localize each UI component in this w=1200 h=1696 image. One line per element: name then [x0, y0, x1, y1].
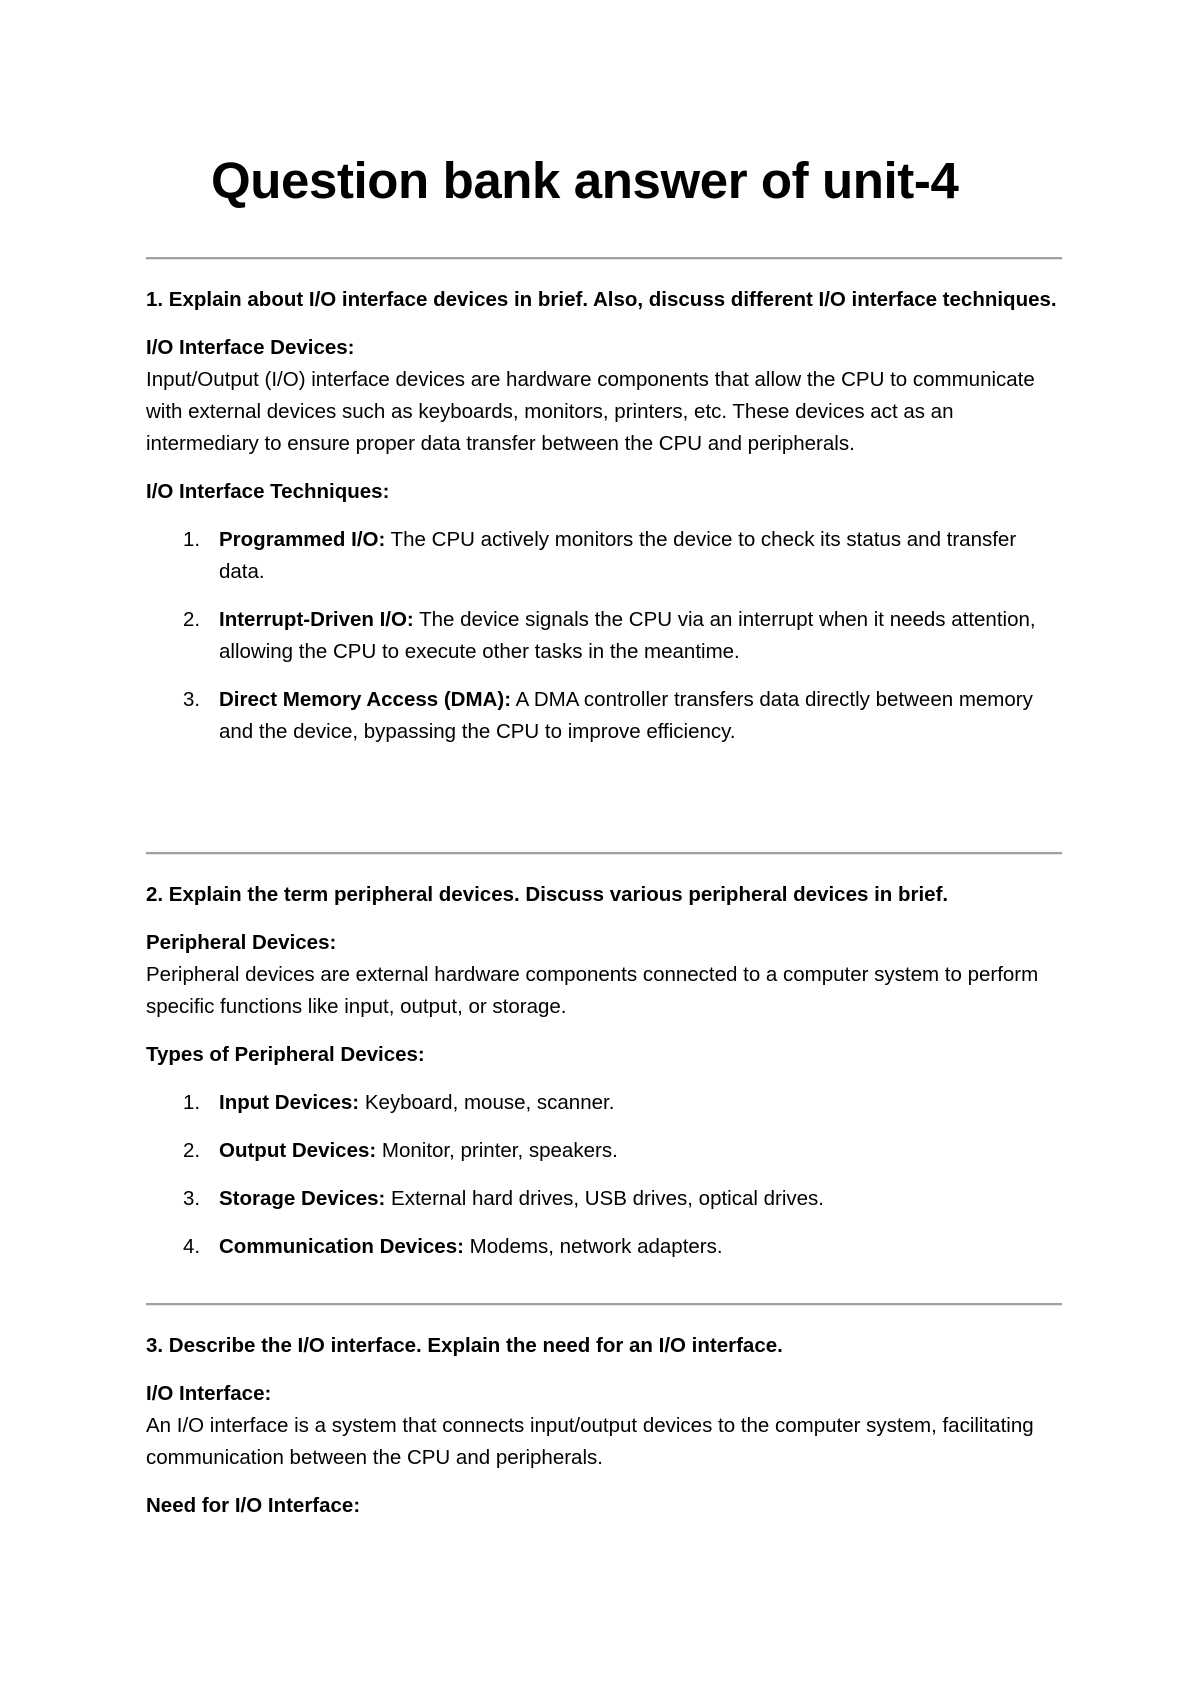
list-term: Communication Devices:	[219, 1235, 464, 1258]
numbered-list	[146, 1087, 1062, 1263]
list-term: Output Devices:	[219, 1139, 377, 1162]
horizontal-rule	[146, 1303, 1062, 1306]
list-term: Direct Memory Access (DMA):	[219, 688, 512, 711]
list-number: 1.	[183, 1091, 201, 1114]
question-section-2	[146, 879, 1062, 1279]
paragraph: An I/O interface is a system that connects input/output devices to the computer system, facilitating communication between the CPU and peripherals.	[146, 1414, 1034, 1469]
list-item	[146, 1183, 1062, 1215]
horizontal-rule	[146, 257, 1062, 260]
list-item	[146, 524, 1062, 588]
list-text: The device signals the CPU via an interrupt when it needs attention, allowing the CPU to execute other tasks in the meantime.	[219, 608, 1036, 663]
list-text: External hard drives, USB drives, optical drives.	[385, 1187, 825, 1210]
answer-block	[146, 1378, 1062, 1474]
list-heading: Types of Peripheral Devices:	[146, 1043, 425, 1066]
list-item	[146, 1231, 1062, 1263]
list-text: A DMA controller transfers data directly between memory and the device, bypassing the CPU to improve efficiency.	[219, 688, 1033, 743]
question-heading: 1. Explain about I/O interface devices in brief. Also, discuss different I/O interface techniques.	[146, 288, 1057, 311]
list-number: 1.	[183, 528, 201, 551]
list-text: Keyboard, mouse, scanner.	[359, 1091, 615, 1114]
list-number: 4.	[183, 1235, 201, 1258]
numbered-list	[146, 524, 1062, 748]
list-item	[146, 604, 1062, 668]
subheading: I/O Interface:	[146, 1382, 272, 1405]
list-number: 2.	[183, 608, 201, 631]
answer-block	[146, 332, 1062, 460]
list-term: Storage Devices:	[219, 1187, 386, 1210]
horizontal-rule	[146, 852, 1062, 855]
list-text: Monitor, printer, speakers.	[376, 1139, 618, 1162]
paragraph: Input/Output (I/O) interface devices are hardware components that allow the CPU to communicate with external devices such as keyboards, monitors, printers, etc. These devices act as an intermediary to ensure proper data transfer between the CPU and peripherals.	[146, 368, 1035, 455]
list-text: The CPU actively monitors the device to check its status and transfer data.	[219, 528, 1017, 583]
list-term: Input Devices:	[219, 1091, 360, 1114]
list-heading: I/O Interface Techniques:	[146, 480, 390, 503]
list-item	[146, 1087, 1062, 1119]
paragraph: Peripheral devices are external hardware components connected to a computer system to perform specific functions like input, output, or storage.	[146, 963, 1039, 1018]
subheading: Peripheral Devices:	[146, 931, 337, 954]
list-text: Modems, network adapters.	[463, 1235, 723, 1258]
list-number: 2.	[183, 1139, 201, 1162]
page-title: Question bank answer of unit-4	[211, 152, 959, 209]
list-number: 3.	[183, 688, 201, 711]
question-heading: 2. Explain the term peripheral devices. Discuss various peripheral devices in brief.	[146, 883, 949, 906]
list-term: Interrupt-Driven I/O:	[219, 608, 414, 631]
question-section-1	[146, 284, 1062, 764]
list-term: Programmed I/O:	[219, 528, 386, 551]
list-item	[146, 684, 1062, 748]
subheading: I/O Interface Devices:	[146, 336, 355, 359]
list-number: 3.	[183, 1187, 201, 1210]
list-heading: Need for I/O Interface:	[146, 1494, 361, 1517]
list-item	[146, 1135, 1062, 1167]
answer-block	[146, 927, 1062, 1023]
question-heading: 3. Describe the I/O interface. Explain the need for an I/O interface.	[146, 1334, 783, 1357]
question-section-3	[146, 1330, 1062, 1538]
